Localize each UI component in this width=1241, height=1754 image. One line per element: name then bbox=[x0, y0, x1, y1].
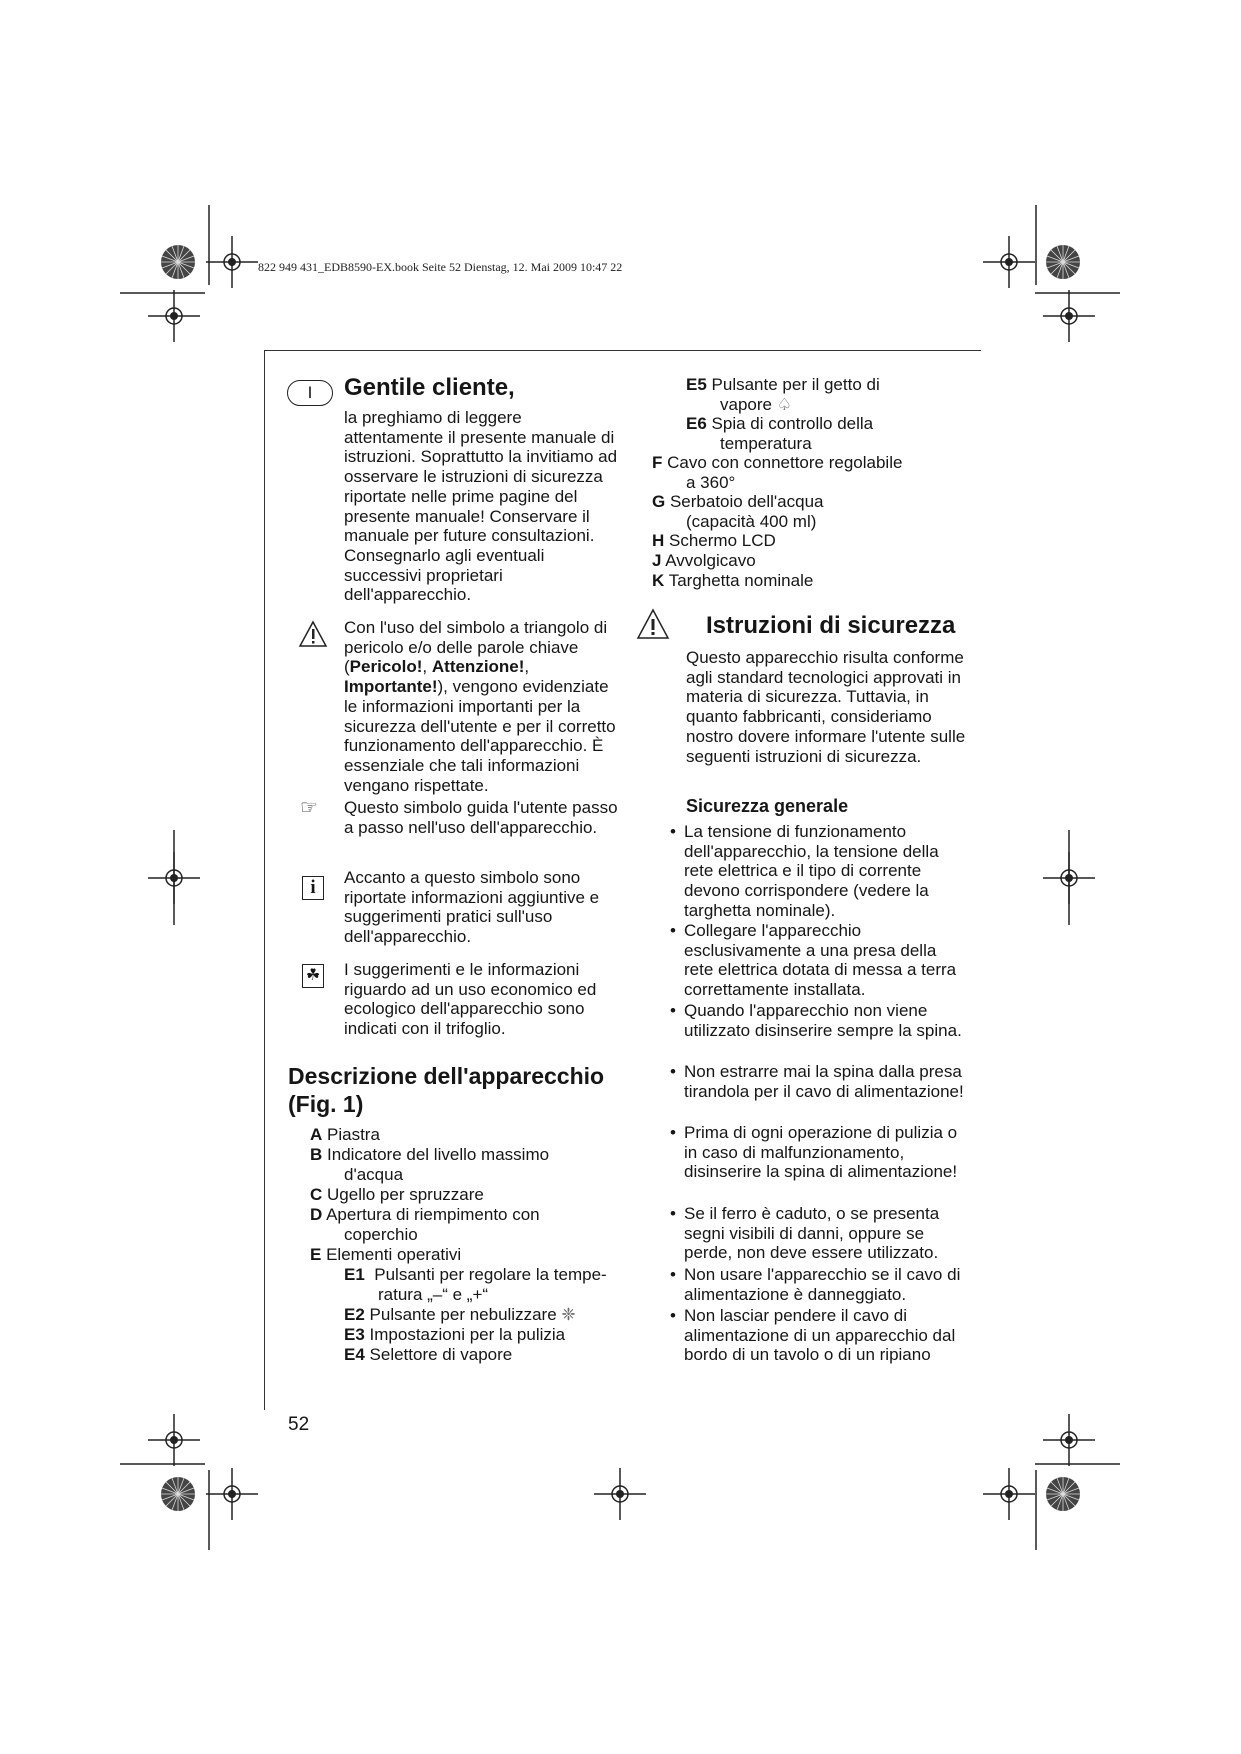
warning-triangle-icon bbox=[636, 608, 670, 640]
keyword-attenzione: Attenzione! bbox=[431, 657, 525, 677]
list-item: A Piastra bbox=[310, 1125, 380, 1144]
print-header: 822 949 431_EDB8590-EX.book Seite 52 Dienstag, 12. Mai 2009 10:47 22 bbox=[258, 260, 623, 274]
list-item-cont: d'acqua bbox=[344, 1165, 404, 1184]
list-item: C Ugello per spruzzare bbox=[310, 1185, 484, 1204]
list-item-cont: vapore ♤ bbox=[720, 395, 792, 414]
list-item: F Cavo con connettore regolabile bbox=[652, 453, 903, 472]
list-item: E3 Impostazioni per la pulizia bbox=[344, 1325, 566, 1344]
list-item: E Elementi operativi bbox=[310, 1245, 462, 1264]
list-item-cont: temperatura bbox=[720, 434, 812, 453]
spray-icon: ❈ bbox=[561, 1305, 576, 1324]
keyword-pericolo: Pericolo! bbox=[349, 657, 423, 677]
top-rule bbox=[264, 350, 981, 351]
list-item: E4 Selettore di vapore bbox=[344, 1345, 513, 1364]
list-item: • Non usare l'apparecchio se il cavo di alimentazione è danneggiato. bbox=[670, 1265, 961, 1304]
general-safety-title: Sicurezza generale bbox=[686, 796, 849, 816]
list-item: J Avvolgicavo bbox=[652, 551, 756, 570]
eco-text: I suggerimenti e le informazioni riguardo ad un uso economico ed ecologico dell'apparecchio sono indicati con il trifoglio. bbox=[344, 960, 597, 1039]
page-number: 52 bbox=[288, 1414, 310, 1435]
list-item: • Non lasciar pendere il cavo di alimentazione di un apparecchio dal bordo di un tavolo o di un ripiano bbox=[670, 1306, 956, 1365]
greeting-title: Gentile cliente, bbox=[344, 374, 515, 401]
list-item: K Targhetta nominale bbox=[652, 571, 814, 590]
list-item-cont: (capacità 400 ml) bbox=[686, 512, 817, 531]
list-item: • Se il ferro è caduto, o se presenta segni visibili di danni, oppure se perde, non deve essere utilizzato. bbox=[670, 1204, 940, 1263]
list-item: E6 Spia di controllo della bbox=[686, 414, 874, 433]
steam-icon: ♤ bbox=[776, 395, 792, 414]
list-item-cont: coperchio bbox=[344, 1225, 418, 1244]
info-icon: i bbox=[302, 876, 324, 900]
list-item: B Indicatore del livello massimo bbox=[310, 1145, 550, 1164]
clover-icon: ☘ bbox=[302, 964, 324, 988]
list-item: • Quando l'apparecchio non viene utilizzato disinserire sempre la spina. bbox=[670, 1001, 962, 1040]
warning-triangle-icon bbox=[298, 620, 328, 648]
list-item: D Apertura di riempimento con bbox=[310, 1205, 540, 1224]
greeting-body: la preghiamo di leggere attentamente il presente manuale di istruzioni. Soprattutto la invitiamo ad osservare le istruzioni di sicurezza riportate nelle prime pagine del presente manuale! Conservare il manuale per future consultazioni. Consegnarlo agli eventuali successivi proprietari dell'apparecchio. bbox=[344, 408, 618, 605]
list-item: H Schermo LCD bbox=[652, 531, 776, 550]
language-badge: I bbox=[287, 380, 333, 406]
list-item: E2 Pulsante per nebulizzare ❈ bbox=[344, 1305, 576, 1324]
description-title: Descrizione dell'apparecchio (Fig. 1) bbox=[288, 1063, 605, 1117]
list-item-cont: ratura „–“ e „+“ bbox=[378, 1285, 489, 1304]
list-item-cont: a 360° bbox=[686, 473, 736, 492]
list-item: • La tensione di funzionamento dell'apparecchio, la tensione della rete elettrica e il tipo di corrente devono corrispondere (vedere la targhetta nominale). bbox=[670, 822, 939, 920]
list-item: • Non estrarre mai la spina dalla presa tirandola per il cavo di alimentazione! bbox=[670, 1062, 964, 1101]
pointing-hand-icon: ☞ bbox=[300, 797, 318, 819]
page-rule bbox=[264, 350, 265, 1410]
list-item: E1 Pulsanti per regolare la tempe- bbox=[344, 1265, 607, 1284]
keyword-importante: Importante! bbox=[344, 677, 438, 697]
list-item: E5 Pulsante per il getto di bbox=[686, 375, 880, 394]
safety-intro: Questo apparecchio risulta conforme agli standard tecnologici approvati in materia di sicurezza. Tuttavia, in quanto fabbricanti, consideriamo nostro dovere informare l'utente sulle seguenti istruzioni di sicurezza. bbox=[686, 648, 966, 766]
list-item: • Collegare l'apparecchio esclusivamente a una presa della rete elettrica dotata di messa a terra correttamente installata. bbox=[670, 921, 957, 1000]
safety-title: Istruzioni di sicurezza bbox=[706, 612, 956, 639]
info-text: Accanto a questo simbolo sono riportate informazioni aggiuntive e suggerimenti pratici sull'uso dell'apparecchio. bbox=[344, 868, 600, 947]
hand-text: Questo simbolo guida l'utente passo a passo nell'uso dell'apparecchio. bbox=[344, 798, 618, 837]
list-item: • Prima di ogni operazione di pulizia o in caso di malfunzionamento, disinserire la spina di alimentazione! bbox=[670, 1123, 958, 1182]
list-item: G Serbatoio dell'acqua bbox=[652, 492, 824, 511]
warning-text: Con l'uso del simbolo a triangolo di pericolo e/o delle parole chiave (Pericolo!, Attenzione!, Importante!), vengono evidenziate le informazioni importanti per la sicurezza dell'utente e per il corretto funzionamento dell'apparecchio. È essenziale che tali informazioni vengano rispettate. bbox=[344, 618, 616, 795]
